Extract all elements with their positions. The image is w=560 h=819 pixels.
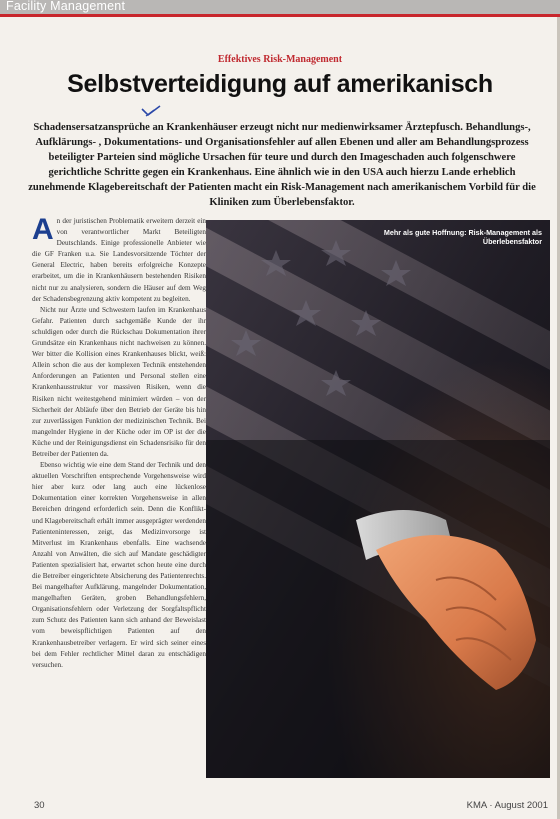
article-photo bbox=[206, 220, 550, 778]
body-paragraph-first: n der juristischen Problematik erweitern derzeit ein von verantwortlicher Markt Beteiligten Deutschlands. Einige professionelle Anbieter wie die GF Franken u.a. Sie Landesvorsitzende Töchter der General Electric, haben bereits erfolgreiche Konzepte erarbeitet, um die in Krankenhäusern bestehenden Risiken nicht nur zu analysieren, sondern die Häuser auf dem Weg der Schadensbegrenzung aktiv kompetent zu begleiten. bbox=[32, 217, 206, 303]
section-title: Facility Management bbox=[6, 0, 126, 13]
photo-caption: Mehr als gute Hoffnung: Risk-Management als Überlebensfaktor bbox=[383, 228, 542, 246]
body-paragraph: Nicht nur Ärzte und Schwestern laufen im Krankenhaus Gefahr. Patienten durch sachgemäße Kunde der ihr schuldigen oder durch die Rückschau Dokumentation ihrer Grundsätze ein Krankenhaus nicht nachweisen zu können. Wer bitter die Kollision eines Krankenhauses blickt, weiß: Allein schon die aus der komplexen Technik entstehenden Anforderungen an Patienten und Personal stellen eine Krankenhausstruktur vor massiven Risiken, wenn die Risiken nicht weitestgehend minimiert würden – von der Sicherheit der Abläufe über den Betrieb der Geräte bis hin zur zuverlässigen Funktion der medizinischen Technik. Bei mangelnder Hygiene in der Küche oder im OP ist der die Küche und der Reinigungsdienst ein Schadensrisiko für den Betreiber der Patienten da. bbox=[32, 305, 206, 458]
page-number: 30 bbox=[34, 800, 45, 811]
section-header-bar bbox=[0, 0, 560, 14]
article-kicker: Effektives Risk-Management bbox=[217, 54, 343, 65]
article-headline: Selbstverteidigung auf amerikanisch bbox=[67, 70, 493, 98]
publication-folio: KMA · August 2001 bbox=[466, 800, 548, 811]
body-paragraph: Ebenso wichtig wie eine dem Stand der Technik und den aktuellen Vorschriften entsprechende Vorgehensweise wird hier aber kurz oder lang auch eine lückenlose Dokumentation einer korrekten Vorgehensweise in allen Bereichen dringend erforderlich sein. Denn die Konflikt- und Klagebereitschaft erhält immer ausgeprägter werdenden Patienteninteressen, zeigt, das Medizinvorsorge ist Mitverlust im Krankenhaus ebenfalls. Eine wachsende Anzahl von Anwälten, die sich auf Mandate geschädigter Patienten spezialisiert hat, erwartet schon heute eine durch die Betreiber eingerichtete Absicherung des Patientenrechts. Bei mangelhafter Aufklärung, mangelnder Dokumentation, mangelhaften Geräten, groben Behandlungsfehlern, Organisationsfehlern oder Verletzung der Sorgfaltspflicht zum Schutz des Patienten kann sich anhand der Beweislast vom beweispflichtigen Patienten auf den Krankenhausbetreiber verlagern. Er wird sich seiner eines bei dem Fehler rechtlicher Mittel daran zu entschädigen versuchen. bbox=[32, 461, 206, 669]
photo-flag-and-hands bbox=[206, 220, 550, 778]
article-body-column bbox=[32, 216, 206, 776]
checkmark-icon bbox=[140, 104, 162, 120]
drop-cap: A bbox=[32, 216, 54, 246]
article-lede: Schadensersatzansprüche an Krankenhäuser erzeugt nicht nur medienwirksamer Ärztepfusch. Behandlungs-, Aufklärungs- , Dokumentations- und Organisationsfehler auf allen Ebenen und aller am Behandlungsprozess beteiligter Parteien sind mögliche Ursachen für teure und durch den Imageschaden auch folgenschwere gerichtliche Schritte gegen ein Krankenhaus. Eine ähnlich wie in den USA auch hierzu Lande erheblich zunehmende Klagebereitschaft der Patienten macht ein Risk-Management nach amerikanischem Vorbild für die Kliniken zum Überlebensfaktor. bbox=[28, 122, 536, 208]
header-red-rule bbox=[0, 14, 560, 17]
